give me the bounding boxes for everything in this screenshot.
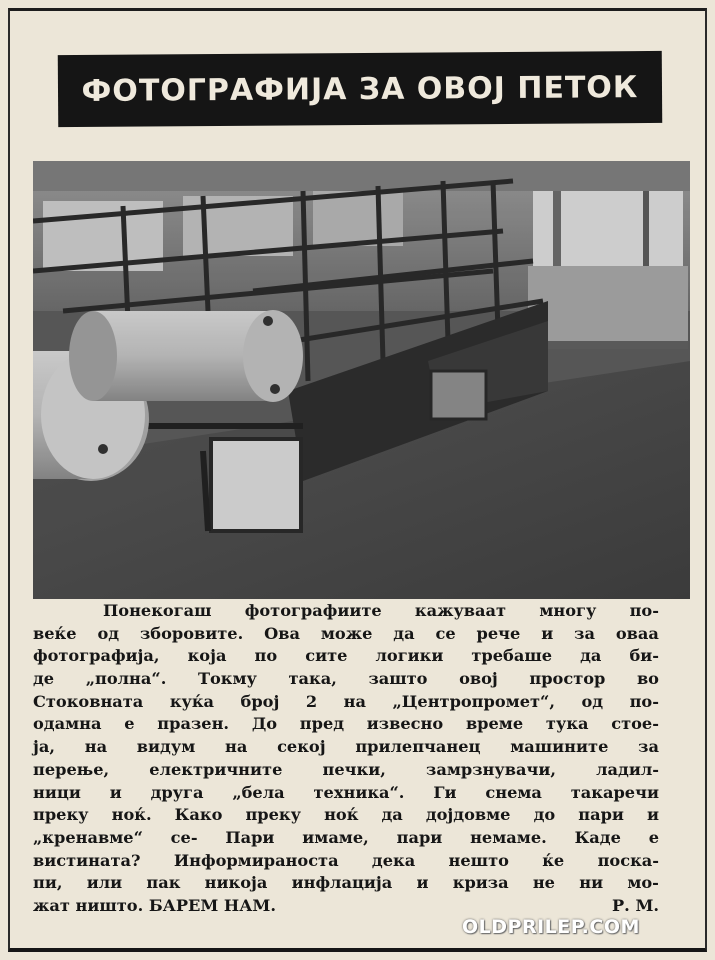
store-interior-photo <box>33 161 690 599</box>
headline-banner <box>58 51 662 127</box>
article-line: ници и друга „бела техника“. Ги снема такаречи <box>33 782 659 802</box>
article-line: веќе од зборовите. Ова може да се рече и за оваа <box>33 623 659 643</box>
article-line: Понекогаш фотографиите кажуваат многу по- <box>103 601 659 620</box>
article-line: фотографија, која по сите логики требаше да би- <box>33 646 659 666</box>
article-line: „кренавме“ се- Пари имаме, пари немаме. Каде е <box>33 827 659 847</box>
article-body <box>33 600 659 918</box>
article-line: пи, или пак никоја инфлација и криза не ни мо- <box>33 873 659 893</box>
article-line: жат ништо. БАРЕМ НАМ. <box>33 895 276 915</box>
article-line: Стоковната куќа број 2 на „Центропромет“, од по- <box>33 691 659 711</box>
article-line: преку ноќ. Како преку ноќ да дојдовме до пари и <box>33 805 659 825</box>
article-line: вистината? Информираноста дека нешто ќе поска- <box>33 850 659 870</box>
article-line: одамна е празен. До пред извесно време тука стое- <box>33 714 659 734</box>
article-last-line <box>33 895 659 918</box>
article-line: де „полна“. Токму така, зашто овој простор во <box>33 669 659 689</box>
article-line: перење, електричните печки, замрзнувачи, ладил- <box>33 759 659 779</box>
author-signature: Р. М. <box>612 895 659 915</box>
headline-text: ФОТОГРАФИЈА ЗА ОВОЈ ПЕТОК <box>81 69 639 109</box>
site-watermark: OLDPRILEP.COM <box>462 916 640 938</box>
article-line: ја, на видум на секој прилепчанец машините за <box>33 737 659 757</box>
